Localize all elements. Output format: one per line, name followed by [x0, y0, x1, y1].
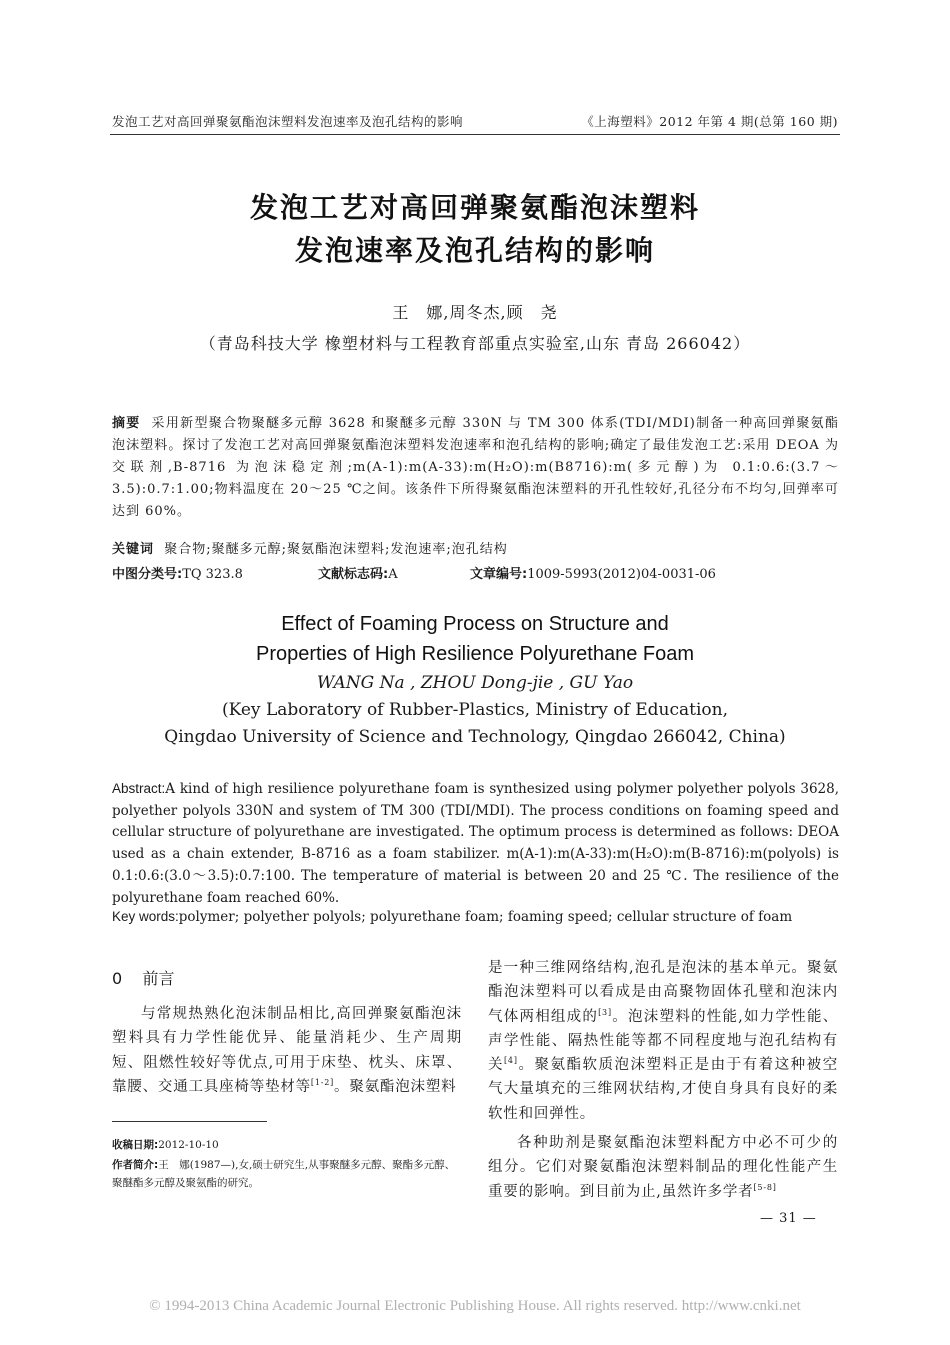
- keywords-zh: [112, 538, 508, 557]
- keywords-zh-text: 聚合物;聚醚多元醇;聚氨酯泡沫塑料;发泡速率;泡孔结构: [164, 542, 508, 557]
- article-number-value: 1009-5993(2012)04-0031-06: [527, 567, 716, 582]
- abstract-en: [112, 778, 839, 909]
- abstract-zh-label: 摘要: [112, 416, 141, 431]
- keywords-en-text: polymer; polyether polyols; polyurethane foam; foaming speed; cellular structure of foam: [178, 909, 793, 925]
- article-number-label: 文章编号:: [470, 567, 528, 582]
- clc-value: TQ 323.8: [182, 567, 243, 582]
- body-right-text-p2: 各种助剂是聚氨酯泡沫塑料配方中必不可少的组分。它们对聚氨酯泡沫塑料制品的理化性能产生重要的影响。到目前为止,虽然许多学者: [488, 1135, 838, 1200]
- title-zh-line1: 发泡工艺对高回弹聚氨酯泡沫塑料: [249, 191, 700, 224]
- title-zh-line2: 发泡速率及泡孔结构的影响: [294, 234, 655, 267]
- abstract-en-label: Abstract:: [112, 781, 166, 796]
- abstract-zh-text: 采用新型聚合物聚醚多元醇 3628 和聚醚多元醇 330N 与 TM 300 体系(TDI/MDI)制备一种高回弹聚氨酯泡沫塑料。探讨了发泡工艺对高回弹聚氨酯泡沫塑料发泡速率和泡孔结构的影响;确定了最佳发泡工艺:采用 DEOA 为交联剂,B-8716 为泡沫稳定剂;m(A-1):m(A-33):m(H₂O):m(B8716):m(多元醇)为 0.1:0.6:(3.7～3.5):0.7:1.00;物料温度在 20～25 ℃之间。该条件下所得聚氨酯泡沫塑料的开孔性较好,孔径分布不均匀,回弹率可达到 60%。: [112, 416, 839, 519]
- abstract-zh: [112, 413, 839, 523]
- keywords-zh-label: 关键词: [112, 542, 155, 557]
- affiliation-zh: （青岛科技大学 橡塑材料与工程教育部重点实验室,山东 青岛 266042）: [199, 334, 751, 353]
- affiliation-en-line2: Qingdao University of Science and Technology, Qingdao 266042, China): [164, 727, 786, 747]
- body-right-paragraph-2: [488, 1131, 838, 1204]
- body-left-text: 与常规热熟化泡沫制品相比,高回弹聚氨酯泡沫塑料具有力学性能优异、能量消耗少、生产周期短、阻燃性较好等优点,可用于床垫、枕头、床罩、靠腰、交通工具座椅等垫材等: [112, 1006, 462, 1095]
- footnote-author: [112, 1156, 462, 1192]
- citation: [4]: [504, 1056, 518, 1066]
- affiliation-en-line1: (Key Laboratory of Rubber-Plastics, Ministry of Education,: [222, 700, 728, 720]
- page-number: — 31 —: [760, 1211, 817, 1226]
- body-left-text-tail: 。聚氨酯泡沫塑料: [334, 1078, 457, 1095]
- running-header-journal: 《上海塑料》2012 年第 4 期(总第 160 期): [581, 114, 838, 129]
- received-label: 收稿日期:: [112, 1139, 159, 1151]
- body-left-paragraph: [112, 1002, 462, 1099]
- section-title: 前言: [142, 969, 175, 988]
- title-en-line2: Properties of High Resilience Polyurethane Foam: [256, 643, 694, 665]
- doc-code-value: A: [388, 567, 398, 582]
- title-en-line1: Effect of Foaming Process on Structure and: [281, 613, 669, 635]
- section-number: 0: [112, 969, 123, 988]
- document-code: [318, 563, 398, 582]
- body-right-text-a: 是一种三维网络结构,泡孔是泡沫的基本单元。聚氨酯泡沫塑料可以看成是由高聚物固体孔壁和泡沫内气体两相组成的: [488, 960, 838, 1025]
- running-header-title: 发泡工艺对高回弹聚氨酯泡沫塑料发泡速率及泡孔结构的影响: [112, 114, 464, 129]
- keywords-en: [112, 909, 792, 925]
- received-value: 2012-10-10: [158, 1139, 219, 1151]
- section-heading: [112, 966, 175, 989]
- citation: [5-8]: [753, 1182, 777, 1192]
- keywords-en-label: Key words:: [112, 909, 179, 924]
- body-right-paragraph-1: [488, 956, 838, 1126]
- doc-code-label: 文献标志码:: [318, 567, 389, 582]
- citation: [1-2]: [310, 1078, 335, 1088]
- citation: [3]: [598, 1007, 612, 1017]
- abstract-en-text: A kind of high resilience polyurethane foam is synthesized using polymer polyether polyols 3628, polyether polyols 330N and system of TM 300 (TDI/MDI). The process conditions on foaming speed and cellular structure of polyurethane are investigated. The optimum process is determined as follows: DEOA used as a chain extender, B-8716 as a foam stabilizer. m(A-1):m(A-33):m(H₂O):m(B-8716):m(polyols) is 0.1:0.6:(3.0～3.5):0.7:100. The temperature of material is between 20 and 25 ℃. The resilience of the polyurethane foam reached 60%.: [112, 781, 839, 906]
- footnote-rule: [112, 1121, 267, 1122]
- clc-number: [112, 563, 243, 582]
- body-right-text-b: 。泡沫塑料的性能,如力学性能、声学性能、隔热性能等都不同程度地与泡孔结构有关: [488, 1008, 838, 1074]
- footnote-received: [112, 1136, 462, 1154]
- article-number: [470, 563, 716, 582]
- author-bio-label: 作者简介:: [112, 1159, 159, 1171]
- copyright-footer: © 1994-2013 China Academic Journal Electronic Publishing House. All rights reserved. http://www.cnki.net: [149, 1298, 801, 1314]
- body-right-text-c: 。聚氨酯软质泡沫塑料正是由于有着这种被空气大量填充的三维网状结构,才使自身具有良好的柔软性和回弹性。: [488, 1057, 838, 1122]
- clc-label: 中图分类号:: [112, 567, 183, 582]
- header-rule: [110, 134, 840, 135]
- authors-en: WANG Na , ZHOU Dong-jie , GU Yao: [316, 673, 634, 693]
- author-bio-value: 王 娜(1987—),女,硕士研究生,从事聚醚多元醇、聚酯多元醇、聚醚酯多元醇及聚氨酯的研究。: [112, 1159, 456, 1189]
- authors-zh: 王 娜,周冬杰,顾 尧: [392, 303, 558, 322]
